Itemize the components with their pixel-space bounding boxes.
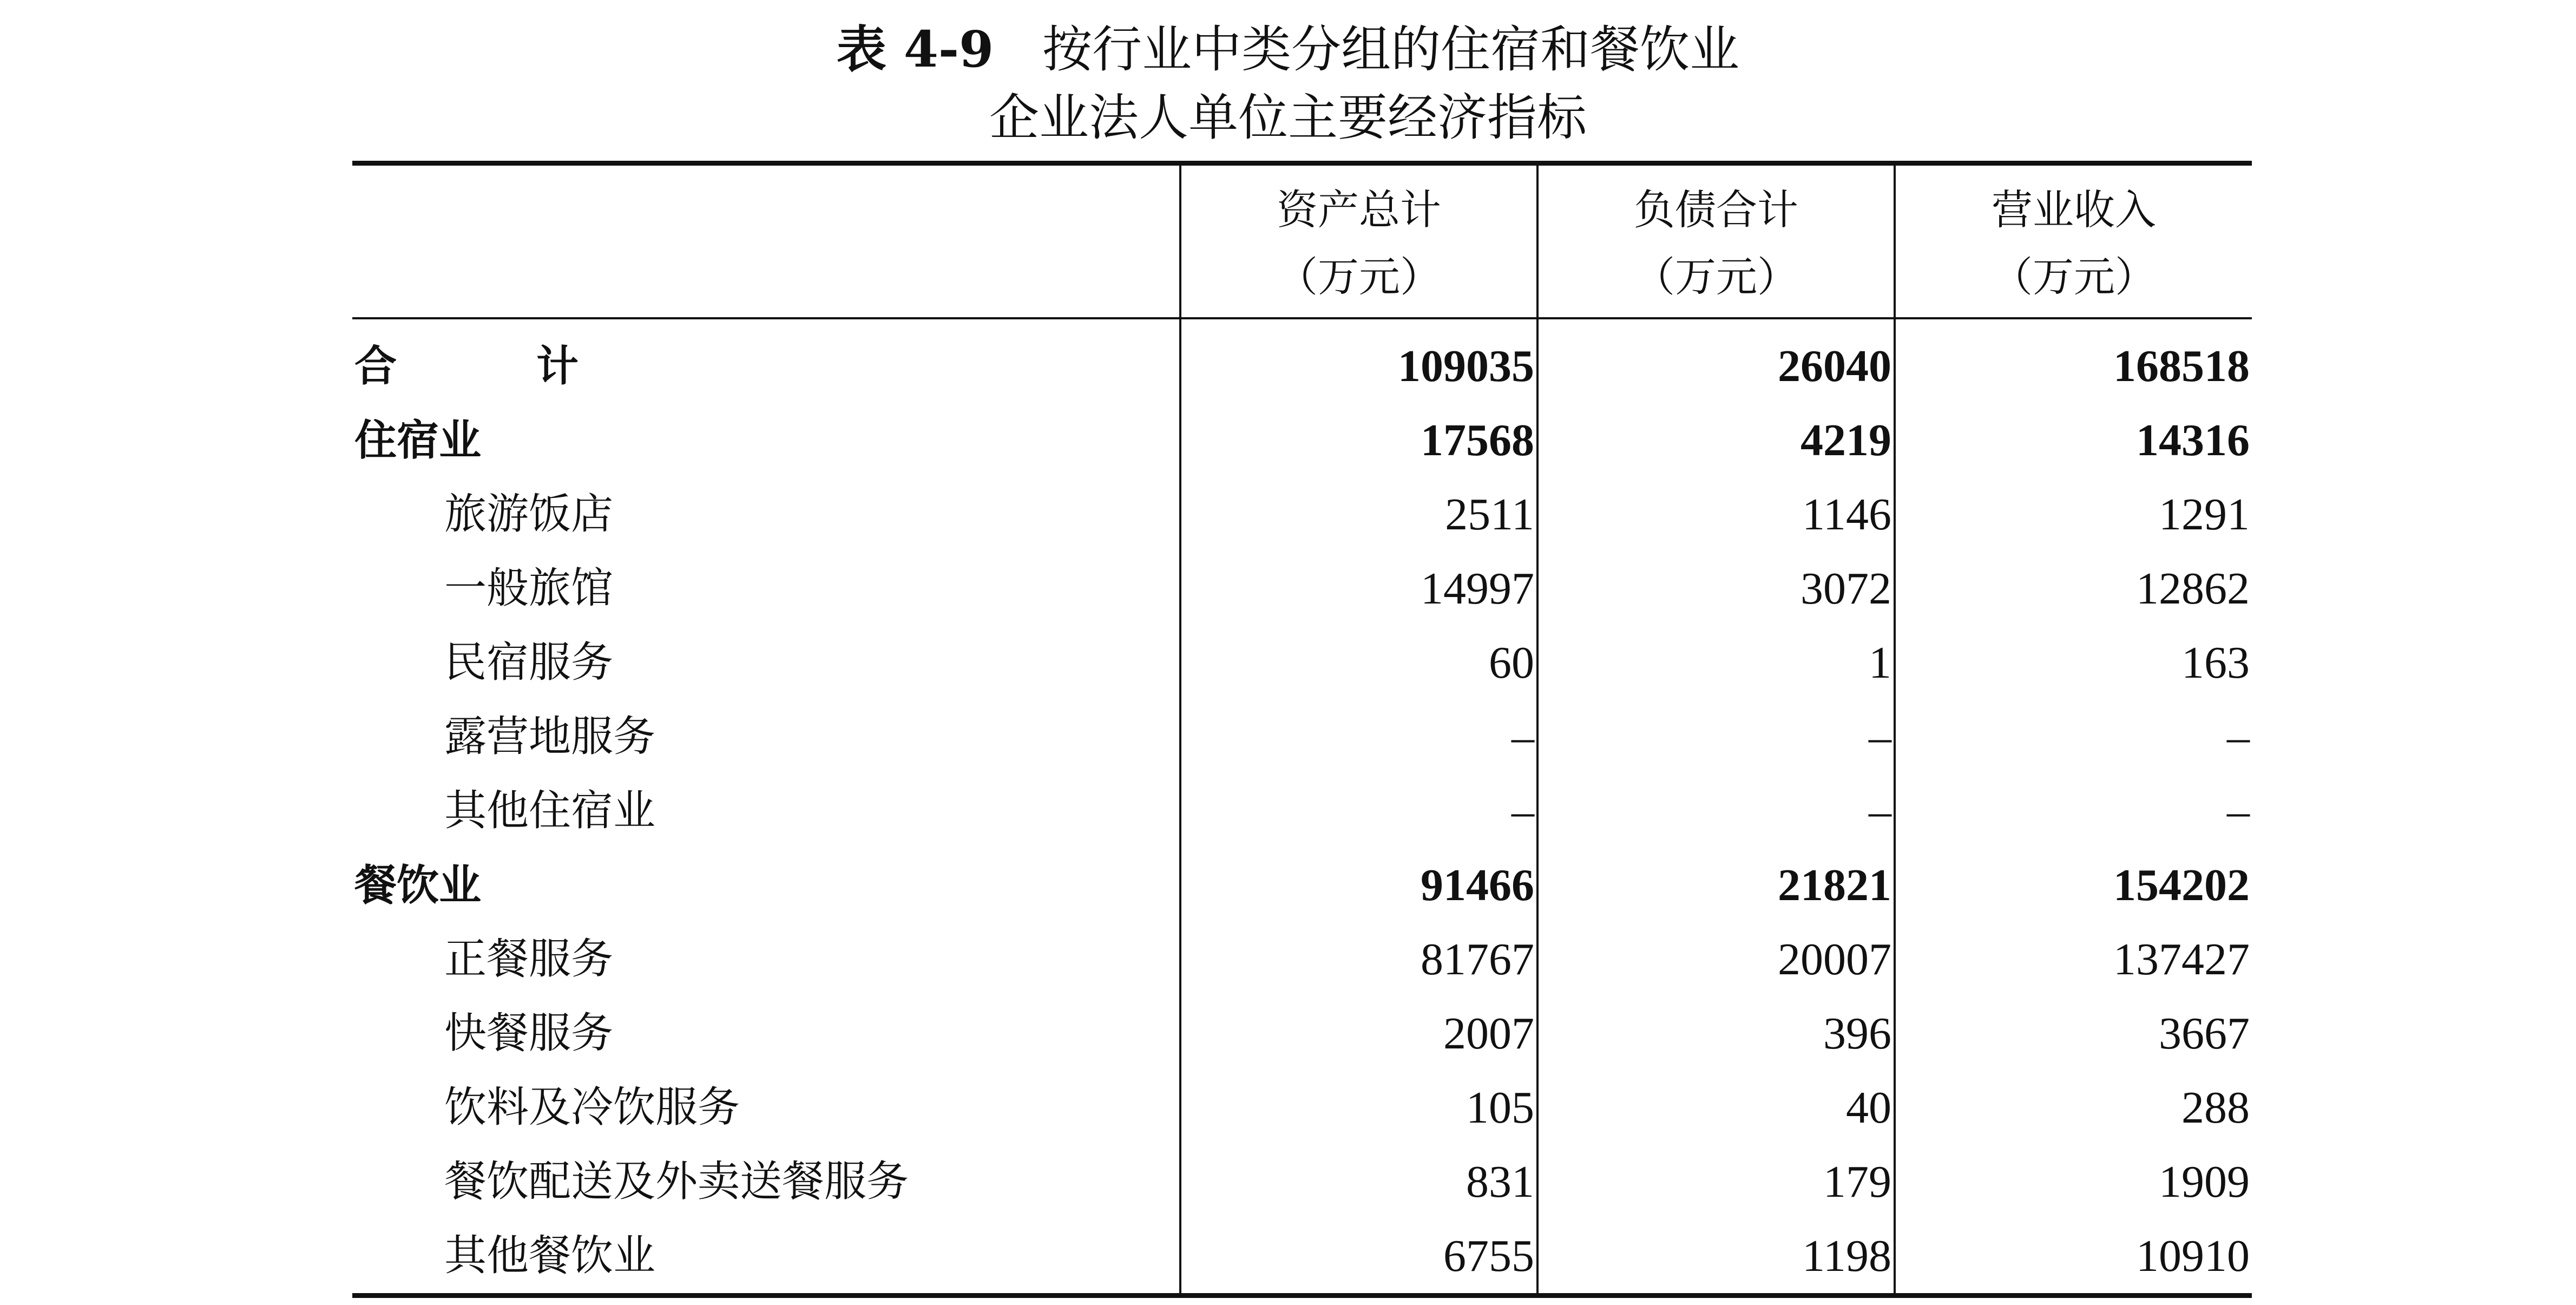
row-value-cell: 20007 bbox=[1537, 922, 1895, 996]
row-label-text: 一般旅馆 bbox=[444, 564, 614, 613]
table-row bbox=[352, 922, 2252, 996]
title-line-2: 企业法人单位主要经济指标 bbox=[989, 89, 1587, 147]
row-label bbox=[352, 477, 1180, 552]
table-row bbox=[352, 477, 2252, 552]
row-value-cell: 6755 bbox=[1180, 1219, 1537, 1296]
row-label bbox=[352, 700, 1180, 774]
row-value-cell: 1909 bbox=[1895, 1145, 2252, 1219]
row-label bbox=[352, 1071, 1180, 1145]
row-value-cell: 396 bbox=[1537, 996, 1895, 1071]
header-total-liabilities bbox=[1537, 163, 1895, 319]
row-value-cell: – bbox=[1537, 774, 1895, 848]
row-value-cell: 168518 bbox=[1895, 318, 2252, 403]
data-table-container bbox=[352, 161, 2252, 1298]
table-row bbox=[352, 848, 2252, 922]
indicator-table bbox=[352, 161, 2252, 1298]
table-row bbox=[352, 1071, 2252, 1145]
row-value-cell: 14997 bbox=[1180, 552, 1537, 626]
row-value-cell: 288 bbox=[1895, 1071, 2252, 1145]
row-label bbox=[352, 318, 1180, 403]
row-value-cell: 163 bbox=[1895, 626, 2252, 700]
table-row bbox=[352, 774, 2252, 848]
title-text-line-1: 按行业中类分组的住宿和餐饮业 bbox=[1042, 21, 1740, 78]
row-value-cell: 91466 bbox=[1180, 848, 1537, 922]
row-value-cell: 60 bbox=[1180, 626, 1537, 700]
row-value-cell: 3667 bbox=[1895, 996, 2252, 1071]
row-value-cell: 26040 bbox=[1537, 318, 1895, 403]
table-body bbox=[352, 318, 2252, 1296]
row-value-cell: 21821 bbox=[1537, 848, 1895, 922]
row-value-cell: 154202 bbox=[1895, 848, 2252, 922]
table-row bbox=[352, 1145, 2252, 1219]
header-col-name: 营业收入 bbox=[1992, 186, 2156, 234]
row-value-cell: 3072 bbox=[1537, 552, 1895, 626]
table-number: 表 4-9 bbox=[836, 20, 994, 78]
row-value-cell: 1198 bbox=[1537, 1219, 1895, 1296]
row-label bbox=[352, 848, 1180, 922]
header-row bbox=[352, 163, 2252, 319]
row-label-text: 住宿业 bbox=[354, 416, 482, 465]
row-value-cell: 2007 bbox=[1180, 996, 1537, 1071]
row-label-text: 餐饮配送及外卖送餐服务 bbox=[444, 1157, 909, 1206]
row-label-text: 其他餐饮业 bbox=[444, 1231, 656, 1280]
row-label-text: 露营地服务 bbox=[444, 712, 656, 761]
row-value-cell: – bbox=[1895, 774, 2252, 848]
row-value-cell: 17568 bbox=[1180, 403, 1537, 477]
table-header bbox=[352, 163, 2252, 319]
row-label-text: 饮料及冷饮服务 bbox=[444, 1083, 740, 1132]
row-label bbox=[352, 552, 1180, 626]
table-row bbox=[352, 552, 2252, 626]
row-label bbox=[352, 996, 1180, 1071]
row-label-text: 其他住宿业 bbox=[444, 786, 656, 835]
row-label bbox=[352, 626, 1180, 700]
row-value-cell: 14316 bbox=[1895, 403, 2252, 477]
row-value-cell: – bbox=[1895, 700, 2252, 774]
row-value-cell: 12862 bbox=[1895, 552, 2252, 626]
row-value-cell: 2511 bbox=[1180, 477, 1537, 552]
row-label-text: 旅游饭店 bbox=[444, 490, 614, 539]
row-label bbox=[352, 922, 1180, 996]
row-label-text: 民宿服务 bbox=[444, 638, 614, 687]
table-row bbox=[352, 996, 2252, 1071]
row-label-text: 快餐服务 bbox=[444, 1009, 614, 1058]
row-value-cell: 40 bbox=[1537, 1071, 1895, 1145]
header-col-unit: （万元） bbox=[1634, 253, 1798, 301]
row-value-cell: – bbox=[1180, 700, 1537, 774]
row-value-cell: 81767 bbox=[1180, 922, 1537, 996]
row-value-cell: 1146 bbox=[1537, 477, 1895, 552]
row-value-cell: 137427 bbox=[1895, 922, 2252, 996]
table-row bbox=[352, 403, 2252, 477]
row-label-text: 餐饮业 bbox=[354, 861, 482, 910]
table-title bbox=[0, 15, 2576, 152]
header-blank-cell bbox=[352, 163, 1180, 319]
row-value-cell: 109035 bbox=[1180, 318, 1537, 403]
header-col-unit: （万元） bbox=[1277, 253, 1441, 301]
header-col-unit: （万元） bbox=[1992, 253, 2156, 301]
title-line-1 bbox=[0, 15, 2576, 84]
row-label bbox=[352, 403, 1180, 477]
row-label bbox=[352, 1145, 1180, 1219]
row-label bbox=[352, 1219, 1180, 1296]
row-value-cell: 179 bbox=[1537, 1145, 1895, 1219]
header-total-assets bbox=[1180, 163, 1537, 319]
row-value-cell: 105 bbox=[1180, 1071, 1537, 1145]
table-row bbox=[352, 700, 2252, 774]
header-operating-revenue bbox=[1895, 163, 2252, 319]
row-label bbox=[352, 774, 1180, 848]
row-value-cell: 10910 bbox=[1895, 1219, 2252, 1296]
table-row bbox=[352, 318, 2252, 403]
header-col-name: 负债合计 bbox=[1634, 186, 1798, 234]
row-value-cell: – bbox=[1180, 774, 1537, 848]
row-value-cell: 1291 bbox=[1895, 477, 2252, 552]
row-value-cell: 4219 bbox=[1537, 403, 1895, 477]
row-value-cell: 1 bbox=[1537, 626, 1895, 700]
table-row bbox=[352, 626, 2252, 700]
row-value-cell: 831 bbox=[1180, 1145, 1537, 1219]
row-label-text: 合 计 bbox=[354, 342, 628, 391]
row-value-cell: – bbox=[1537, 700, 1895, 774]
header-col-name: 资产总计 bbox=[1277, 186, 1441, 234]
row-label-text: 正餐服务 bbox=[444, 935, 614, 983]
table-row bbox=[352, 1219, 2252, 1296]
